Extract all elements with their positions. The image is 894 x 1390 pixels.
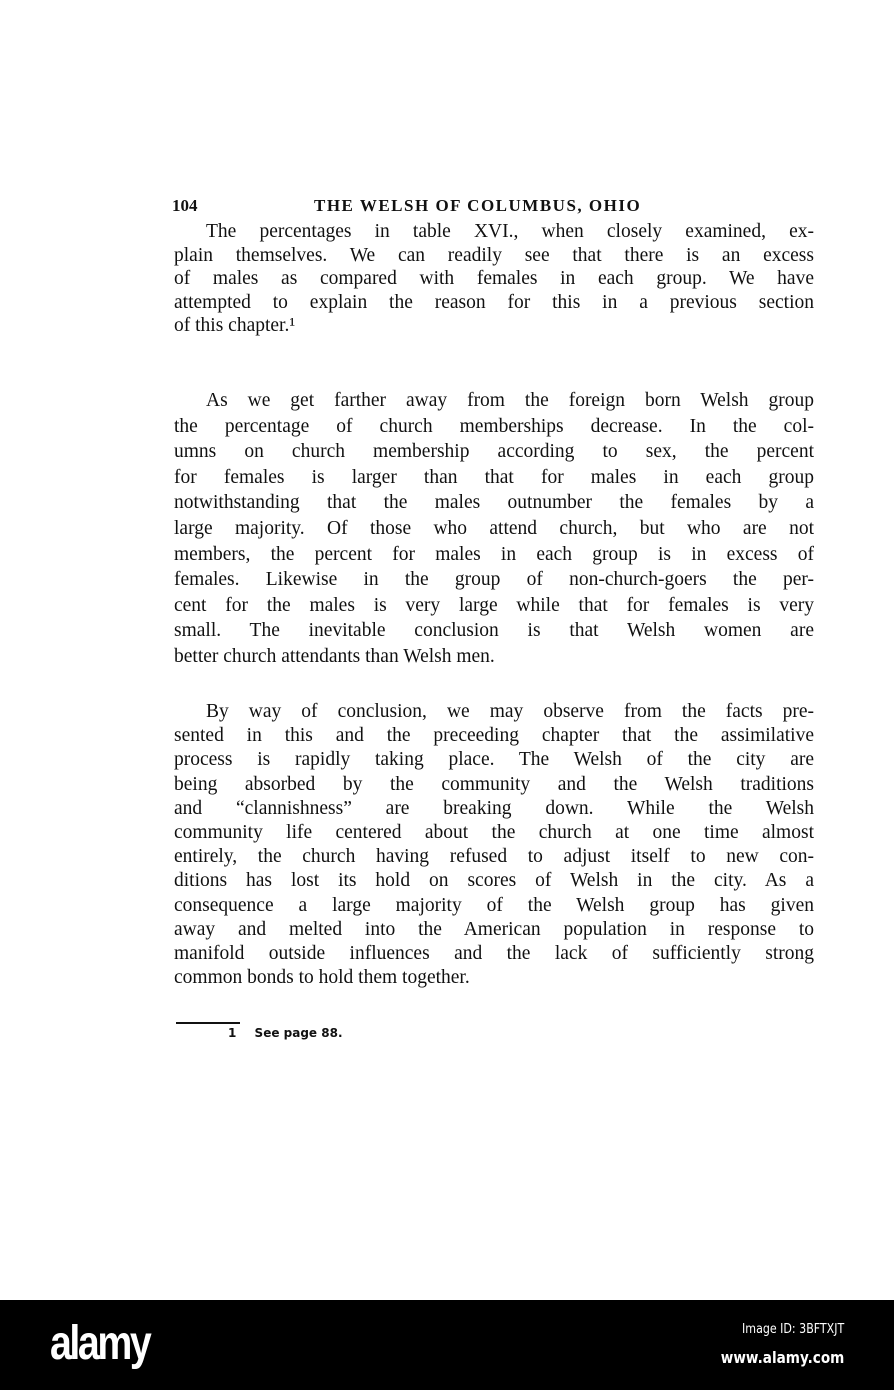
text-line: As we get farther away from the foreign born Welsh group	[206, 390, 814, 411]
text-line: notwithstanding that the males outnumber the females by a	[174, 492, 814, 514]
paragraph-1	[174, 220, 814, 338]
footnote-rule	[176, 1022, 240, 1024]
text-line: attempted to explain the reason for this in a previous section	[174, 291, 814, 313]
watermark-banner	[0, 1300, 894, 1390]
text-line: manifold outside influences and the lack of sufficiently strong	[174, 943, 814, 965]
text-line: members, the percent for males in each group is in excess of	[174, 543, 814, 565]
text-line: cent for the males is very large while that for females is very	[174, 594, 814, 616]
page-number: 104	[172, 196, 198, 215]
footnote-text: See page 88.	[254, 1026, 343, 1040]
text-line: the percentage of church memberships decrease. In the col-	[174, 415, 814, 437]
text-line: of this chapter.¹	[174, 315, 296, 337]
image-id: Image ID: 3BFTXJT	[741, 1322, 844, 1337]
site-url: www.alamy.com	[720, 1348, 844, 1367]
text-line: ditions has lost its hold on scores of Welsh in the city. As a	[174, 870, 814, 892]
text-line: and “clannishness” are breaking down. While the Welsh	[174, 797, 814, 819]
footnote	[228, 1026, 343, 1040]
text-line: consequence a large majority of the Welsh group has given	[174, 894, 814, 916]
alamy-logo: alamy	[50, 1317, 150, 1370]
text-line: The percentages in table XVI., when closely examined, ex-	[206, 221, 814, 242]
text-line: for females is larger than that for males in each group	[174, 466, 814, 488]
text-line: being absorbed by the community and the Welsh traditions	[174, 773, 814, 795]
text-line: common bonds to hold them together.	[174, 967, 470, 989]
text-line: large majority. Of those who attend church, but who are not	[174, 517, 814, 539]
text-line: better church attendants than Welsh men.	[174, 645, 495, 667]
text-line: of males as compared with females in each group. We have	[174, 268, 814, 290]
running-header	[172, 196, 812, 220]
paragraph-2	[174, 388, 814, 670]
text-line: small. The inevitable conclusion is that Welsh women are	[174, 620, 814, 642]
text-line: plain themselves. We can readily see that there is an excess	[174, 244, 814, 266]
running-title: THE WELSH OF COLUMBUS, OHIO	[314, 196, 642, 215]
text-line: away and melted into the American population in response to	[174, 918, 814, 940]
text-line: umns on church membership according to sex, the percent	[174, 441, 814, 463]
footnote-mark: 1	[228, 1026, 237, 1040]
text-line: community life centered about the church at one time almost	[174, 822, 814, 844]
text-line: sented in this and the preceeding chapter that the assimilative	[174, 725, 814, 747]
text-line: process is rapidly taking place. The Welsh of the city are	[174, 749, 814, 771]
text-line: females. Likewise in the group of non-church-goers the per-	[174, 569, 814, 591]
paragraph-3	[174, 700, 814, 990]
text-line: By way of conclusion, we may observe from the facts pre-	[206, 701, 814, 722]
text-line: entirely, the church having refused to adjust itself to new con-	[174, 846, 814, 868]
